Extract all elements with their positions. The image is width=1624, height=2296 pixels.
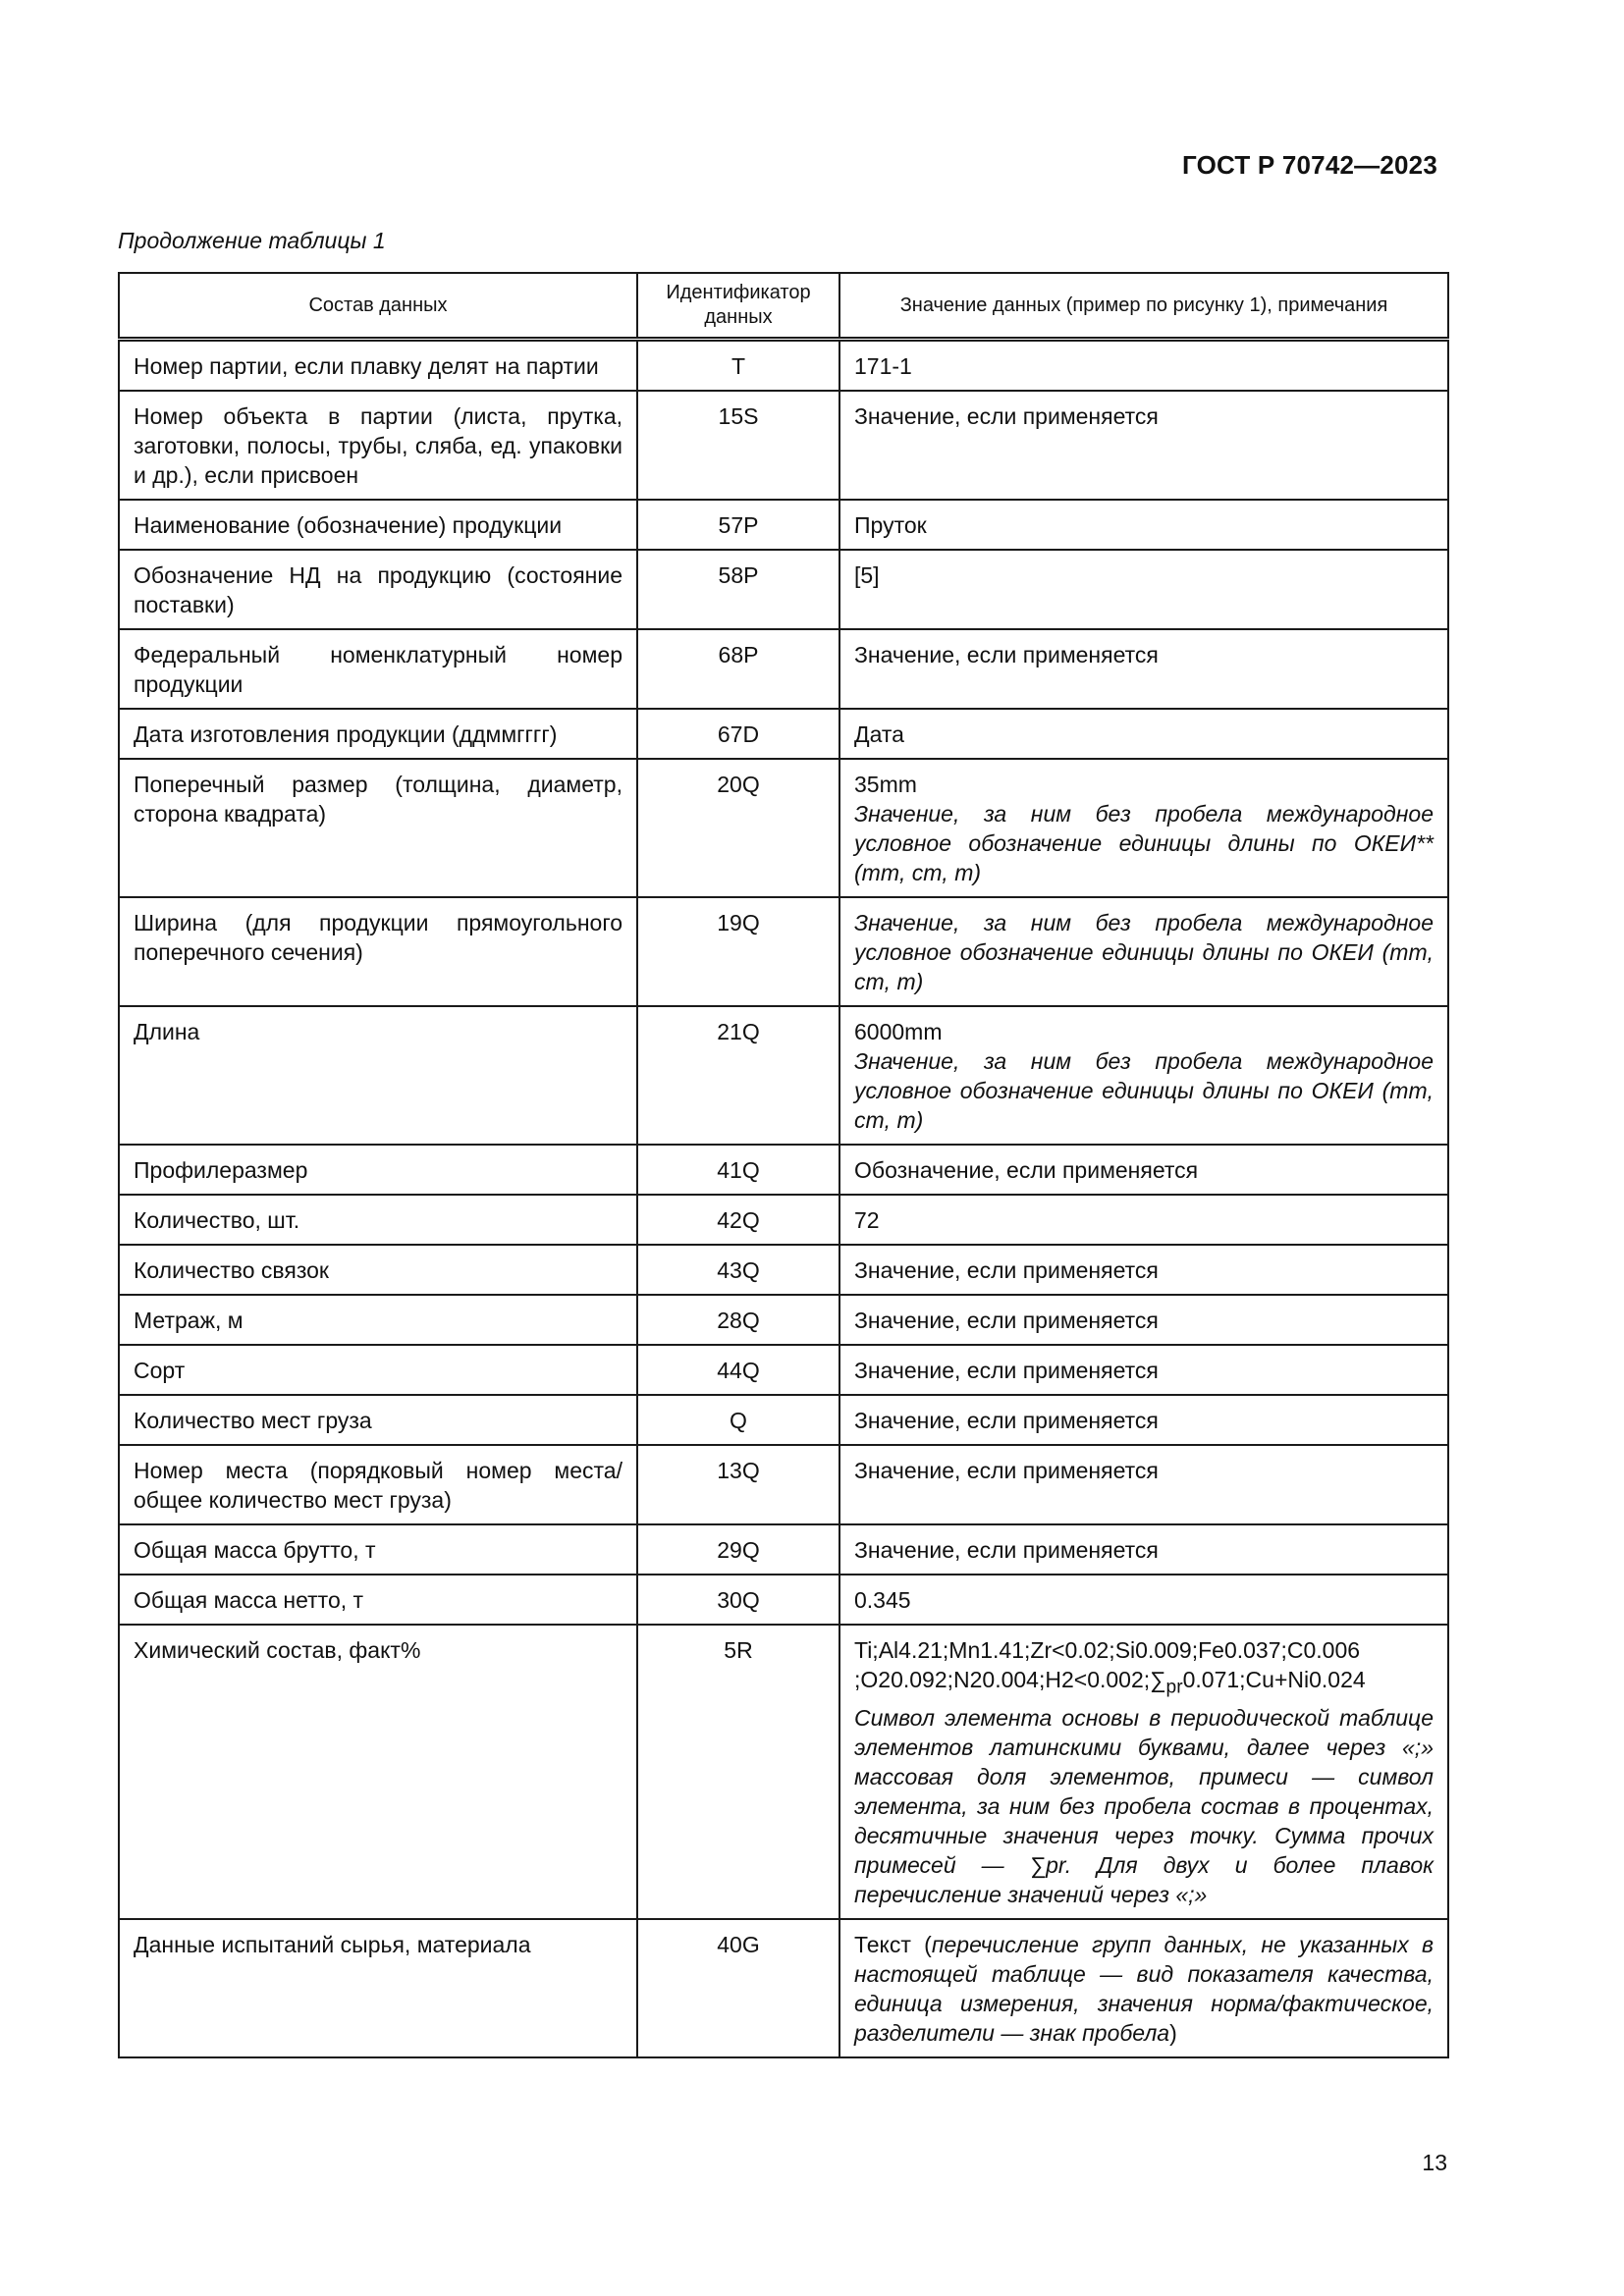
- cell-data-identifier: 67D: [637, 709, 839, 759]
- value-text: 72: [854, 1207, 880, 1233]
- column-header-value: Значение данных (пример по рисунку 1), примечания: [839, 273, 1448, 340]
- cell-data-value: [839, 1524, 1448, 1575]
- cell-data-identifier: 20Q: [637, 759, 839, 897]
- cell-data-value: [839, 1245, 1448, 1295]
- cell-data-value: [839, 1919, 1448, 2057]
- cell-data-name: Количество, шт.: [119, 1195, 637, 1245]
- value-note: Значение, за ним без пробела международное условное обозначение единицы длины по ОКЕИ (mm, cm, m): [854, 1048, 1434, 1133]
- table-row: [119, 1295, 1448, 1345]
- table-row: [119, 629, 1448, 709]
- table-row: [119, 1195, 1448, 1245]
- value-text: Пруток: [854, 512, 927, 538]
- cell-data-name: Количество мест груза: [119, 1395, 637, 1445]
- cell-data-value: [839, 709, 1448, 759]
- cell-data-identifier: 44Q: [637, 1345, 839, 1395]
- cell-data-name: Общая масса нетто, т: [119, 1575, 637, 1625]
- table-row: [119, 1919, 1448, 2057]
- cell-data-value: [839, 500, 1448, 550]
- value-text: Значение, если применяется: [854, 403, 1159, 429]
- cell-data-value: [839, 1195, 1448, 1245]
- cell-data-value: [839, 1445, 1448, 1524]
- cell-data-value: [839, 1625, 1448, 1919]
- subscript-text: pr: [1165, 1677, 1183, 1698]
- table-row: [119, 1145, 1448, 1195]
- cell-data-value: [839, 1006, 1448, 1145]
- cell-data-value: [839, 629, 1448, 709]
- value-text: 0.345: [854, 1587, 911, 1613]
- cell-data-value: [839, 391, 1448, 500]
- cell-data-name: Сорт: [119, 1345, 637, 1395]
- value-line: [854, 1665, 1434, 1703]
- value-text: Значение, если применяется: [854, 1358, 1159, 1383]
- cell-data-name: Номер партии, если плавку делят на партии: [119, 340, 637, 392]
- cell-data-identifier: 43Q: [637, 1245, 839, 1295]
- cell-data-identifier: 15S: [637, 391, 839, 500]
- column-header-name: Состав данных: [119, 273, 637, 340]
- value-text: ): [1169, 2019, 1177, 2046]
- value-text: 6000mm: [854, 1019, 943, 1044]
- cell-data-identifier: 57P: [637, 500, 839, 550]
- cell-data-identifier: 42Q: [637, 1195, 839, 1245]
- cell-data-identifier: 30Q: [637, 1575, 839, 1625]
- cell-data-value: [839, 1575, 1448, 1625]
- cell-data-identifier: 58P: [637, 550, 839, 629]
- cell-data-identifier: T: [637, 340, 839, 392]
- table-row: [119, 897, 1448, 1006]
- cell-data-name: Обозначение НД на продукцию (состояние поставки): [119, 550, 637, 629]
- cell-data-value: [839, 897, 1448, 1006]
- cell-data-name: Количество связок: [119, 1245, 637, 1295]
- value-text: 171-1: [854, 353, 912, 379]
- value-text: Значение, если применяется: [854, 1537, 1159, 1563]
- document-code: ГОСТ Р 70742—2023: [1182, 150, 1437, 180]
- cell-data-value: [839, 340, 1448, 392]
- cell-data-name: Профилеразмер: [119, 1145, 637, 1195]
- cell-data-name: Метраж, м: [119, 1295, 637, 1345]
- cell-data-value: [839, 1395, 1448, 1445]
- cell-data-identifier: 40G: [637, 1919, 839, 2057]
- table-row: [119, 759, 1448, 897]
- cell-data-identifier: 28Q: [637, 1295, 839, 1345]
- table-row: [119, 1245, 1448, 1295]
- table-row: [119, 1345, 1448, 1395]
- cell-data-name: Общая масса брутто, т: [119, 1524, 637, 1575]
- cell-data-identifier: 19Q: [637, 897, 839, 1006]
- cell-data-value: [839, 550, 1448, 629]
- value-text: Значение, если применяется: [854, 1408, 1159, 1433]
- cell-data-identifier: 13Q: [637, 1445, 839, 1524]
- table-row: [119, 340, 1448, 392]
- value-note: перечисление групп данных, не указанных в настоящей таблице — вид показателя качества, единица измерения, значения норма/фактическое, разделители — знак пробела: [854, 1931, 1434, 2046]
- value-text: Текст (: [854, 1931, 932, 1957]
- table-row: [119, 550, 1448, 629]
- value-text: ;O20.092;N20.004;H2<0.002;∑: [854, 1667, 1166, 1692]
- cell-data-name: Ширина (для продукции прямоугольного поперечного сечения): [119, 897, 637, 1006]
- table-row: [119, 1625, 1448, 1919]
- table-row: [119, 1575, 1448, 1625]
- cell-data-identifier: Q: [637, 1395, 839, 1445]
- cell-data-name: Номер места (порядковый номер места/ общее количество мест груза): [119, 1445, 637, 1524]
- table-row: [119, 1524, 1448, 1575]
- value-text: Значение, если применяется: [854, 1458, 1159, 1483]
- table-row: [119, 391, 1448, 500]
- cell-data-identifier: 41Q: [637, 1145, 839, 1195]
- value-text: 0.071;Cu+Ni0.024: [1182, 1667, 1366, 1692]
- cell-data-name: Поперечный размер (толщина, диаметр, сторона квадрата): [119, 759, 637, 897]
- value-text: [5]: [854, 562, 880, 588]
- cell-data-name: Дата изготовления продукции (ддммгггг): [119, 709, 637, 759]
- value-text: Обозначение, если применяется: [854, 1157, 1199, 1183]
- cell-data-value: [839, 759, 1448, 897]
- table-row: [119, 1445, 1448, 1524]
- cell-data-name: Номер объекта в партии (листа, прутка, заготовки, полосы, трубы, сляба, ед. упаковки и др.), если присвоен: [119, 391, 637, 500]
- cell-data-identifier: 29Q: [637, 1524, 839, 1575]
- table-row: [119, 1006, 1448, 1145]
- column-header-id: Идентификатор данных: [637, 273, 839, 340]
- cell-data-name: Длина: [119, 1006, 637, 1145]
- value-line: Ti;Al4.21;Mn1.41;Zr<0.02;Si0.009;Fe0.037;C0.006: [854, 1637, 1361, 1663]
- data-table: [118, 272, 1449, 2058]
- value-text: Значение, если применяется: [854, 1308, 1159, 1333]
- value-text: Дата: [854, 721, 904, 747]
- cell-data-name: Данные испытаний сырья, материала: [119, 1919, 637, 2057]
- table-row: [119, 500, 1448, 550]
- value-text: Значение, если применяется: [854, 642, 1159, 667]
- cell-data-name: Химический состав, факт%: [119, 1625, 637, 1919]
- cell-data-name: Федеральный номенклатурный номер продукции: [119, 629, 637, 709]
- cell-data-value: [839, 1145, 1448, 1195]
- cell-data-value: [839, 1345, 1448, 1395]
- table-row: [119, 709, 1448, 759]
- cell-data-identifier: 5R: [637, 1625, 839, 1919]
- cell-data-name: Наименование (обозначение) продукции: [119, 500, 637, 550]
- value-text: Значение, если применяется: [854, 1257, 1159, 1283]
- value-text: 35mm: [854, 772, 917, 797]
- table-caption: Продолжение таблицы 1: [118, 228, 386, 253]
- value-note: Значение, за ним без пробела международное условное обозначение единицы длины по ОКЕИ (mm, cm, m): [854, 910, 1434, 994]
- value-note: Значение, за ним без пробела международное условное обозначение единицы длины по ОКЕИ** (mm, cm, m): [854, 801, 1434, 885]
- cell-data-value: [839, 1295, 1448, 1345]
- value-note: Символ элемента основы в периодической таблице элементов латинскими буквами, далее через «;» массовая доля элементов, примеси — символ элемента, за ним без пробела состав в процентах, десятичные значения через точку. Сумма прочих примесей — ∑pr. Для двух и более плавок перечисление значений через «;»: [854, 1704, 1434, 1907]
- cell-data-identifier: 21Q: [637, 1006, 839, 1145]
- table-header-row: [119, 273, 1448, 340]
- cell-data-identifier: 68P: [637, 629, 839, 709]
- table-row: [119, 1395, 1448, 1445]
- page-number: 13: [1422, 2150, 1447, 2175]
